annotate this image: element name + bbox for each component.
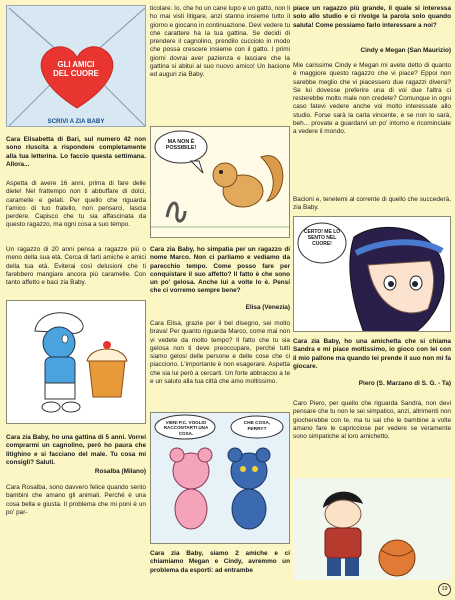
signature-rosalba: Rosalba (Milano) [94,468,146,475]
boy-with-ball-illustration [293,478,451,580]
reply-megan-cindy: Mie carissime Cindy e Megan mi avete detto di quanto è maggiore questo ragazzo che vi piace? Eppoi non sarebbe meglio che vi piacessero due ragazzi diversi? Se lui dovesse preferire una di voi due l'altra ci resterebbe molto male non credete? Comunque in ogni caso fatevi vedere anche voi molto interessate allo studio. Forse sarà la carta vincente, e se non lo sarà, beh... provate a guardarvi un po' intorno e ricominciate a vedere il mondo. [293,62,451,136]
letter-megan-cindy-continued: piace un ragazzo più grande, il quale si interessa solo allo studio e ci rivolge la parola solo quando saluta! Come possiamo farlo interessare a noi? [293,5,451,29]
bears-illustration [150,412,290,544]
speech-bubble-blue-bear: CHE COSA, FERRY? [243,421,271,432]
envelope-caption: SCRIVI A ZIA BABY [47,118,105,125]
letter-rosalba: Cara zia Baby, ho una gattina di 5 anni. Vorrei comprarmi un cagnolino, però ho paura che litighino e si facciano del male. Tu cosa mi consigli? Saluti. [6,434,146,466]
reply-piero: Caro Piero, per quello che riguarda Sandra, non devi pensare che tu non le sei simpatico, anzi, altrimenti non giocherebbe con te, ma tu sai che le bambine a volte amano fare le capricciose per vedere se veramente sono simpatiche al loro amichetto. [293,400,451,441]
smurf-illustration [6,300,146,424]
letter-elisa: Cara zia Baby, ho simpatia per un ragazzo di nome Marco. Non ci parliamo e vediamo da parecchio tempo. Come posso fare per conquistare il suo affetto? Il fatto è che sono un po' gelosa. Anche lui a volte lo è. Pensi che ci vorremo sempre bene? [150,246,290,295]
envelope-header-illustration [6,5,146,127]
signature-cindy-megan: Cindy e Megan (San Maurizio) [360,47,451,54]
signature-elisa: Elisa (Venezia) [245,304,290,311]
boy-with-ball-icon [293,478,451,580]
reply-elisabetta-part2: Un ragazzo di 20 anni pensa a ragazze più o meno della sua età. Cerca di farti amiche e amici della tua età. Eviterai così delusioni che ti farebbero mangiare ancora più caramelle. Con tanto affetto e baci zia Baby. [6,246,146,287]
speech-bubble-girl: CERTO! ME LO SENTO NEL CUORE! [303,229,341,247]
squirrel-illustration [150,126,290,238]
speech-bubble-squirrel: MA NON È POSSIBILE! [165,139,197,152]
reply-elisabetta-part1: Aspetta di avere 16 anni, prima di fare delle diete! Nel frattempo non ti abbuffare di dolci, caramelle e gelati. Per quello che riguarda l'amico di tuo fratello, non pensarci, lascia perdere. Capisco che tu sia affascinata da questo ragazzo, ma ogni cosa a suo tempo. [6,180,146,229]
letter-megan-cindy-start: Cara zia Baby, siamo 2 amiche e ci chiamiamo Megan e Cindy, avremmo un problema da esporti: ad entrambe [150,550,290,574]
reply-megan-cindy-closing: Bacioni e, tenetemi al corrente di quello che succederà, zia Baby. [293,196,451,212]
smurf-with-cake-icon [7,301,146,424]
heart-title-line1: GLI AMICI [57,60,95,69]
heart-title-line2: DEL CUORE [53,69,99,78]
manga-girl-illustration [293,216,451,332]
reply-rosalba-start: Cara Rosalba, sono davvero felice quando sento bambini che amano gli animali. Perché è una cosa bella e giusta. Il problema che mi poni è un po' par- [6,484,146,516]
signature-piero: Piero (S. Marzano di S. G. - Ta) [358,380,451,387]
reply-rosalba-continued: ticolare. Io, che ho un cane lupo e un gatto, non li ho mai visti litigare, anzi stanno insieme tutto il giorno e giocano in continuazione. Devi vedere tu che carattere ha la tua gattina. Se decidi di prendere il cagnolino, prendilo cucciolo in modo che possa crescere insieme con il gatto. I primi giorni dovrai aver pazienza e lasciare che la gattina si abitui al suo nuovo amico! Un bacione ed auguri zia Baby. [150,5,290,79]
speech-bubble-pink-bear: VIENI P.C. VOGLIO RACCONTARTI UNA COSA. [163,420,209,436]
page-number: 19 [438,583,451,596]
reply-elisa: Cara Elisa, grazie per il bel disegno, sei molto brava! Per quanto riguarda Marco, come mai non vi vedete da molto tempo? Il fatto che tu sia gelosa non ti deve preoccupare, perché tutti siamo gelosi delle persone e delle cose che ci piacciono. L'importante è non esagerare. Aspetta che sia lui però a cercarti. Un forte abbraccio a te e un saluto alla tua città che amo moltissimo. [150,320,290,386]
letter-piero: Cara zia Baby, ho una amichetta che si chiama Sandra e mi piace moltissimo, io gioco con lei con il mio pallone ma quando lei prende il suo non mi fa giocare. [293,338,451,370]
letter-elisabetta: Cara Elisabetta di Bari, sul numero 42 non sono riuscita a rispondere completamente alla tua letterina. Lo faccio questa settimana. Allora... [6,136,146,168]
